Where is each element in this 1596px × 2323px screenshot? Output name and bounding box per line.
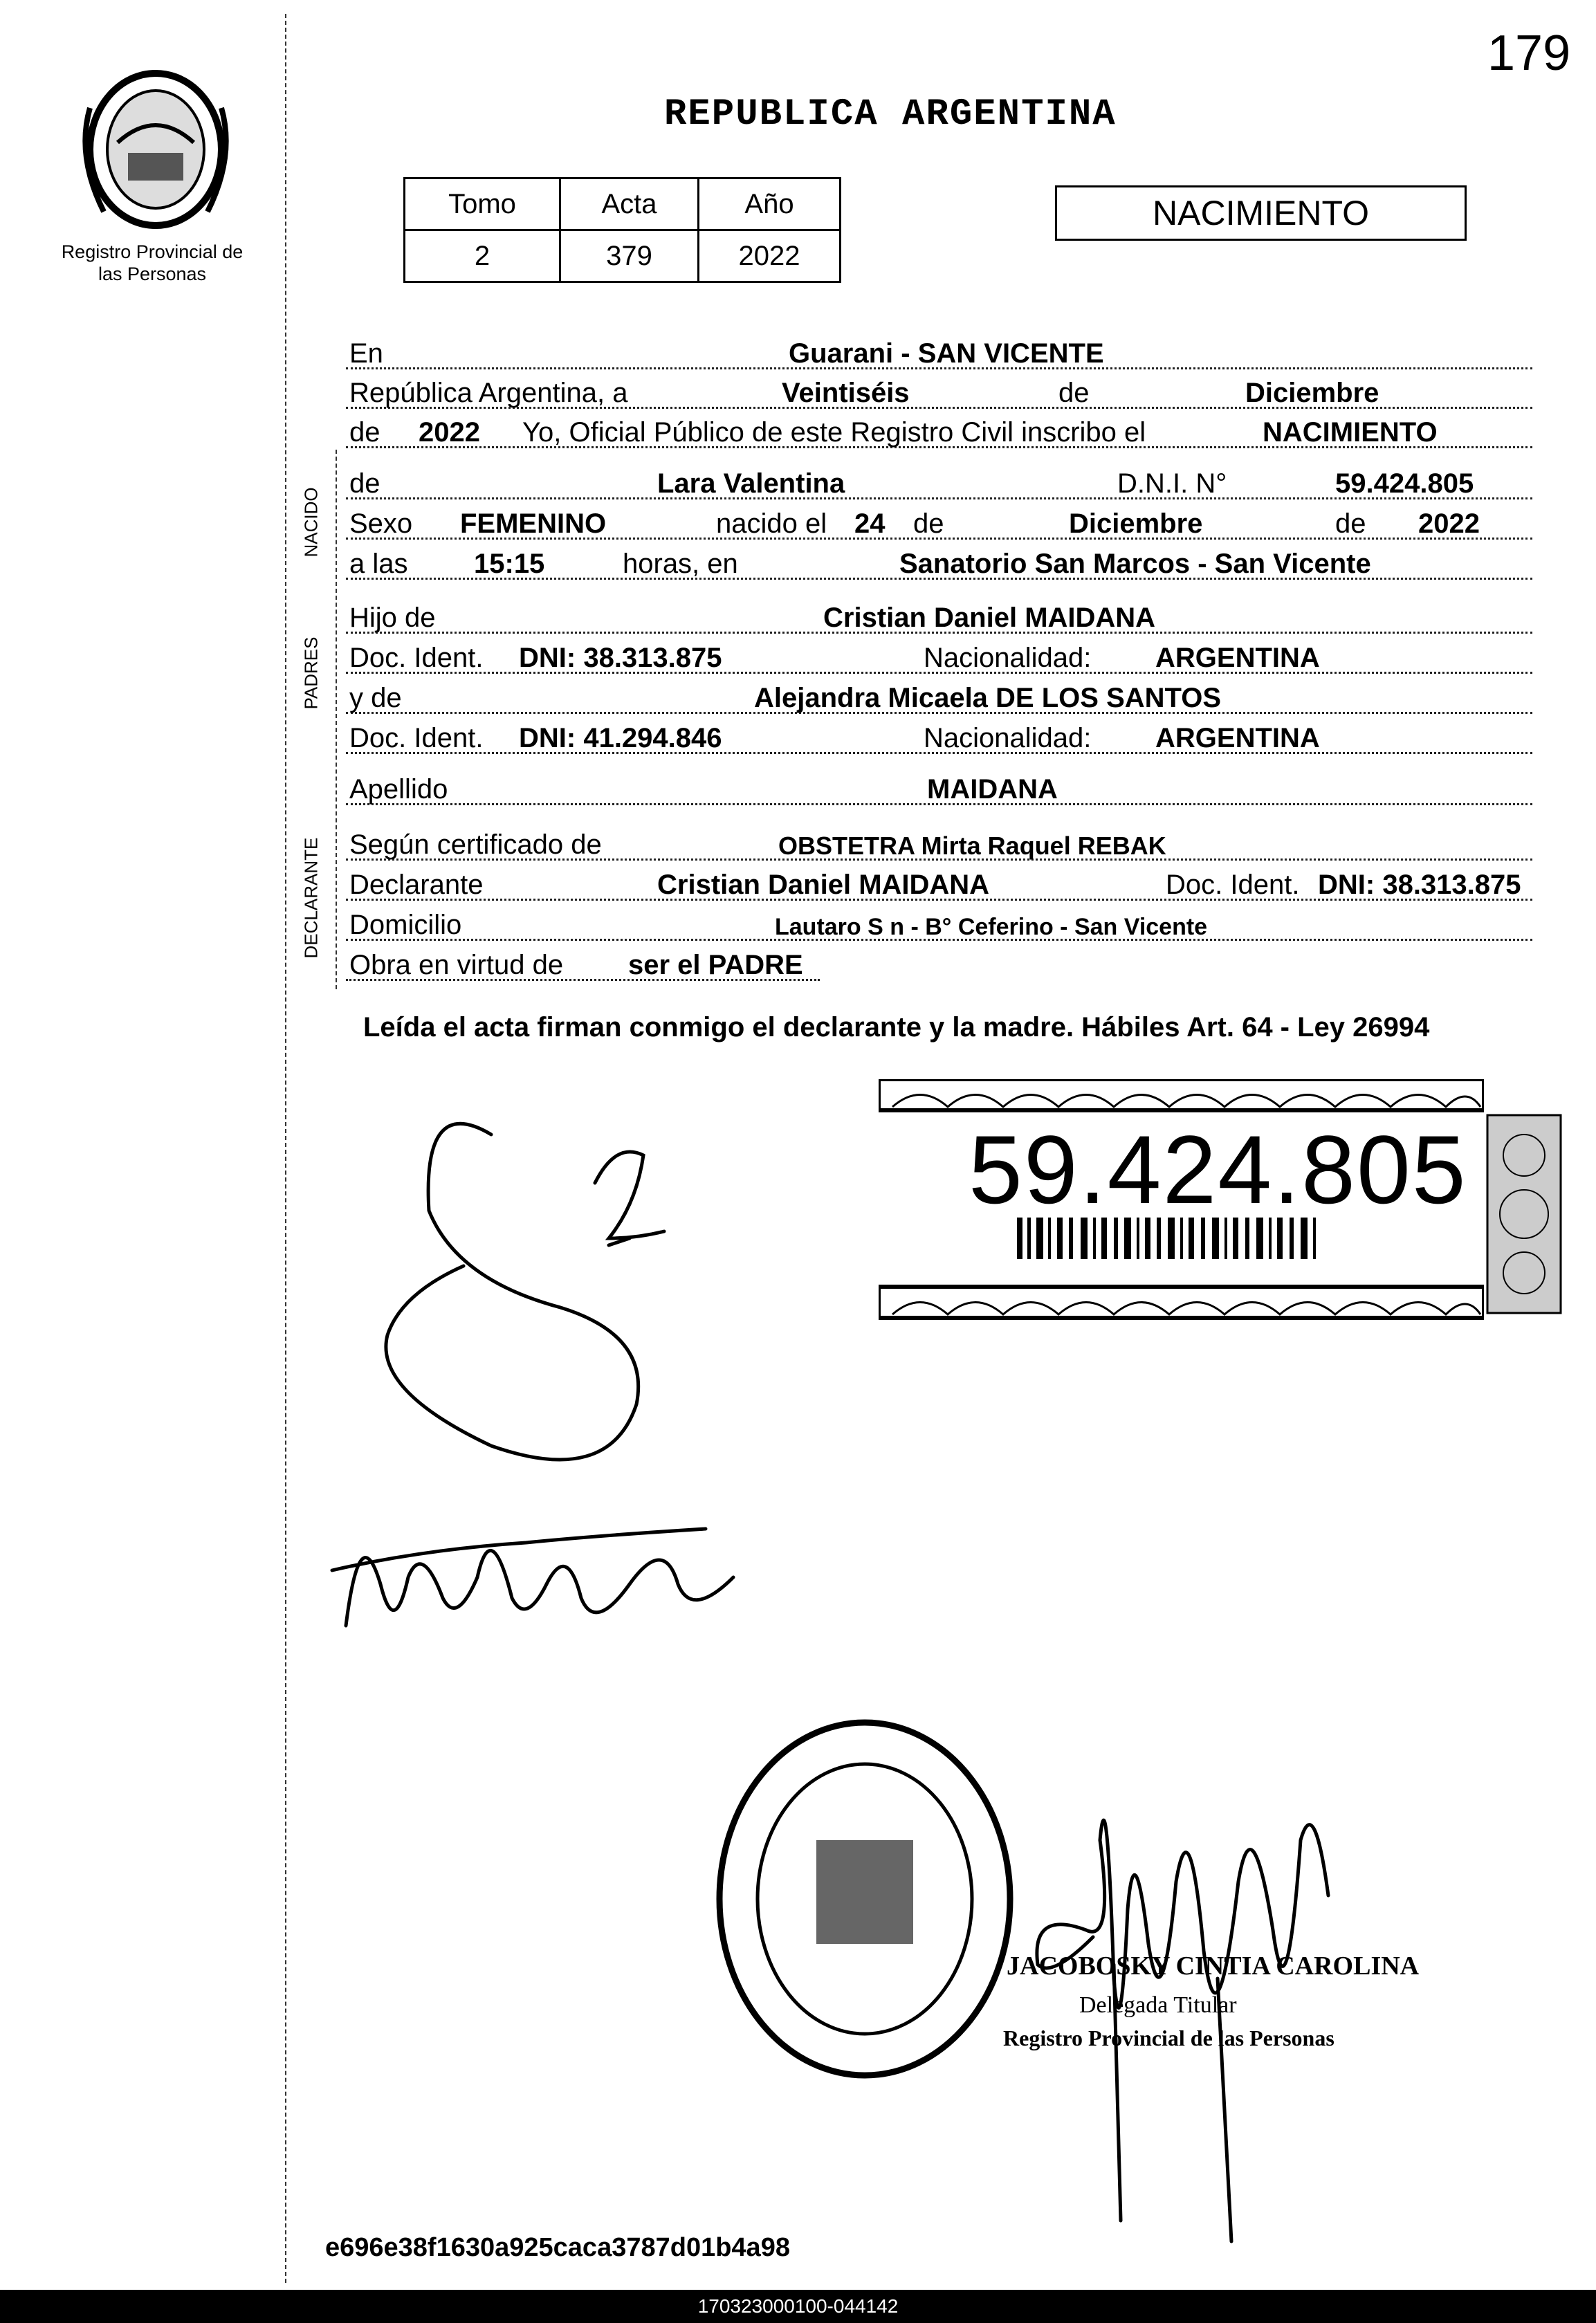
label-horas-en: horas, en xyxy=(623,549,738,579)
official-name: JACOBOSKY CINTIA CAROLINA xyxy=(1007,1952,1420,1981)
form-row-hijo xyxy=(346,596,1532,638)
label-de-month: de xyxy=(913,508,944,539)
table-value-tomo: 2 xyxy=(405,230,560,282)
value-segun: OBSTETRA Mirta Raquel REBAK xyxy=(778,832,1166,860)
form-row-declarante xyxy=(346,863,1532,905)
section-rule xyxy=(336,450,337,989)
label-de: de xyxy=(1058,378,1090,408)
form-row-madre-doc xyxy=(346,717,1532,758)
dni-banner-number: 59.424.805 xyxy=(969,1115,1467,1224)
registry-table xyxy=(403,177,841,283)
label-inscribo: Yo, Oficial Público de este Registro Civil inscribo el xyxy=(522,417,1146,448)
document-type-box: NACIMIENTO xyxy=(1055,185,1467,241)
label-de-birth-year: de xyxy=(1335,508,1366,539)
legal-text: Leída el acta firman conmigo el declarante y la madre. Hábiles Art. 64 - Ley 26994 xyxy=(363,1012,1430,1043)
table-header-tomo: Tomo xyxy=(405,178,560,230)
value-inscribo: NACIMIENTO xyxy=(1263,417,1438,448)
label-republica: República Argentina, a xyxy=(349,378,628,408)
label-yde: y de xyxy=(349,683,402,713)
value-dni: 59.424.805 xyxy=(1335,468,1474,499)
form-row-madre xyxy=(346,677,1532,718)
table-value-acta: 379 xyxy=(560,230,699,282)
value-birth-month: Diciembre xyxy=(1069,508,1203,539)
form-row-padre-doc xyxy=(346,636,1532,678)
section-label-nacido: NACIDO xyxy=(300,487,322,558)
form-row-apellido xyxy=(346,768,1532,809)
label-alas: a las xyxy=(349,549,408,579)
label-doc-declarante: Doc. Ident. xyxy=(1166,870,1300,900)
value-birth-year: 2022 xyxy=(1418,508,1480,539)
provincial-crest-icon xyxy=(76,66,235,239)
value-domicilio: Lautaro S n - B° Ceferino - San Vicente xyxy=(775,914,1208,940)
footer-code: 170323000100-044142 xyxy=(0,2290,1596,2323)
form-row-sexo xyxy=(346,502,1532,544)
value-lugar: Sanatorio San Marcos - San Vicente xyxy=(899,549,1371,579)
label-en: En xyxy=(349,338,383,369)
hologram-icon xyxy=(1486,1114,1562,1314)
form-row-republica xyxy=(346,371,1532,413)
label-doc-madre: Doc. Ident. xyxy=(349,723,484,753)
label-apellido: Apellido xyxy=(349,774,448,805)
label-nacido: nacido el xyxy=(716,508,827,539)
value-name: Lara Valentina xyxy=(657,468,845,499)
value-padre-dni: DNI: 38.313.875 xyxy=(519,643,722,673)
value-padre-nac: ARGENTINA xyxy=(1155,643,1320,673)
label-hijo: Hijo de xyxy=(349,603,436,633)
page-number: 179 xyxy=(1487,26,1571,81)
agency-name: Registro Provincial de las Personas xyxy=(61,241,244,284)
table-value-anio: 2022 xyxy=(699,230,841,282)
table-header-acta: Acta xyxy=(560,178,699,230)
value-month: Diciembre xyxy=(1245,378,1379,408)
document-title: REPUBLICA ARGENTINA xyxy=(664,93,1117,136)
form-row-en xyxy=(346,332,1532,374)
section-label-padres: PADRES xyxy=(300,636,322,710)
signature-declarante xyxy=(318,1100,747,1640)
value-en: Guarani - SAN VICENTE xyxy=(789,338,1104,369)
table-header-anio: Año xyxy=(699,178,841,230)
label-sexo: Sexo xyxy=(349,508,413,539)
form-row-segun xyxy=(346,823,1532,865)
label-doc-padre: Doc. Ident. xyxy=(349,643,484,673)
form-row-obra xyxy=(346,944,1532,985)
value-hora: 15:15 xyxy=(474,549,545,579)
value-sexo: FEMENINO xyxy=(460,508,607,539)
official-registry: Registro Provincial de las Personas xyxy=(1003,2026,1334,2050)
value-madre: Alejandra Micaela DE LOS SANTOS xyxy=(754,683,1222,713)
value-year: 2022 xyxy=(419,417,480,448)
value-madre-nac: ARGENTINA xyxy=(1155,723,1320,753)
form-row-inscribo xyxy=(346,411,1532,452)
value-birth-day: 24 xyxy=(854,508,886,539)
left-margin-rule xyxy=(285,14,286,2283)
label-de-name: de xyxy=(349,468,380,499)
label-nac-madre: Nacionalidad: xyxy=(924,723,1092,753)
label-dni: D.N.I. N° xyxy=(1117,468,1227,499)
value-obra: ser el PADRE xyxy=(628,950,803,980)
value-declarante: Cristian Daniel MAIDANA xyxy=(657,870,990,900)
value-declarante-dni: DNI: 38.313.875 xyxy=(1318,870,1521,900)
label-de-year: de xyxy=(349,417,380,448)
official-seal xyxy=(713,1716,1017,2082)
label-segun: Según certificado de xyxy=(349,829,602,860)
value-apellido: MAIDANA xyxy=(927,774,1058,805)
value-madre-dni: DNI: 41.294.846 xyxy=(519,723,722,753)
label-nac-padre: Nacionalidad: xyxy=(924,643,1092,673)
form-row-name xyxy=(346,462,1532,504)
value-padre: Cristian Daniel MAIDANA xyxy=(823,603,1156,633)
form-row-hora xyxy=(346,542,1532,584)
official-role: Delegada Titular xyxy=(1079,1992,1237,2018)
section-label-declarante: DECLARANTE xyxy=(300,837,322,959)
document-hash: e696e38f1630a925caca3787d01b4a98 xyxy=(325,2233,790,2262)
label-domicilio: Domicilio xyxy=(349,910,462,940)
label-declarante: Declarante xyxy=(349,870,484,900)
form-row-domicilio xyxy=(346,903,1532,945)
label-obra: Obra en virtud de xyxy=(349,950,564,980)
value-day: Veintiséis xyxy=(782,378,910,408)
